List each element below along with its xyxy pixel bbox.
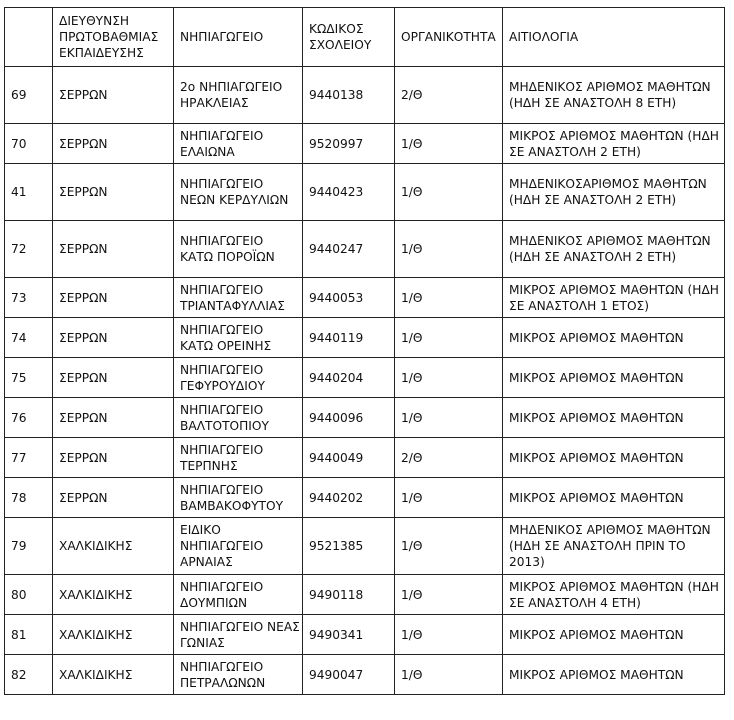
cell-reason: ΜΙΚΡΟΣ ΑΡΙΘΜΟΣ ΜΑΘΗΤΩΝ (ΗΔΗ ΣΕ ΑΝΑΣΤΟΛΗ 2 ΕΤΗ) — [503, 124, 725, 164]
cell-num: 79 — [5, 518, 53, 575]
cell-reason: ΜΙΚΡΟΣ ΑΡΙΘΜΟΣ ΜΑΘΗΤΩΝ (ΗΔΗ ΣΕ ΑΝΑΣΤΟΛΗ 1 ΕΤΟΣ) — [503, 278, 725, 318]
cell-organic: 1/Θ — [395, 398, 503, 438]
cell-directorate: ΣΕΡΡΩΝ — [53, 124, 174, 164]
cell-name: ΝΗΠΙΑΓΩΓΕΙΟ ΤΡΙΑΝΤΑΦΥΛΛΙΑΣ — [174, 278, 303, 318]
cell-num: 73 — [5, 278, 53, 318]
cell-name: ΝΗΠΙΑΓΩΓΕΙΟ ΕΛΑΙΩΝΑ — [174, 124, 303, 164]
cell-num: 75 — [5, 358, 53, 398]
cell-num: 80 — [5, 575, 53, 615]
table-row — [5, 221, 725, 278]
cell-directorate: ΧΑΛΚΙΔΙΚΗΣ — [53, 615, 174, 655]
cell-organic: 1/Θ — [395, 278, 503, 318]
cell-organic: 1/Θ — [395, 318, 503, 358]
cell-directorate: ΣΕΡΡΩΝ — [53, 67, 174, 124]
header-kindergarten: ΝΗΠΙΑΓΩΓΕΙΟ — [174, 8, 303, 67]
cell-code: 9440247 — [303, 221, 395, 278]
cell-reason: ΜΙΚΡΟΣ ΑΡΙΘΜΟΣ ΜΑΘΗΤΩΝ — [503, 358, 725, 398]
table-row — [5, 278, 725, 318]
cell-reason: ΜΙΚΡΟΣ ΑΡΙΘΜΟΣ ΜΑΘΗΤΩΝ — [503, 398, 725, 438]
cell-num: 74 — [5, 318, 53, 358]
table-row — [5, 615, 725, 655]
cell-num: 78 — [5, 478, 53, 518]
cell-code: 9520997 — [303, 124, 395, 164]
cell-reason: ΜΙΚΡΟΣ ΑΡΙΘΜΟΣ ΜΑΘΗΤΩΝ — [503, 655, 725, 695]
cell-organic: 1/Θ — [395, 221, 503, 278]
cell-organic: 2/Θ — [395, 67, 503, 124]
cell-name: ΝΗΠΙΑΓΩΓΕΙΟ ΚΑΤΩ ΠΟΡΟΪΩΝ — [174, 221, 303, 278]
cell-organic: 1/Θ — [395, 124, 503, 164]
header-organic: ΟΡΓΑΝΙΚΟΤΗΤΑ — [395, 8, 503, 67]
table-row — [5, 67, 725, 124]
cell-code: 9440119 — [303, 318, 395, 358]
cell-organic: 2/Θ — [395, 438, 503, 478]
cell-organic: 1/Θ — [395, 655, 503, 695]
cell-directorate: ΣΕΡΡΩΝ — [53, 164, 174, 221]
cell-name: ΝΗΠΙΑΓΩΓΕΙΟ ΝΕΩΝ ΚΕΡΔΥΛΙΩΝ — [174, 164, 303, 221]
table-row — [5, 318, 725, 358]
cell-directorate: ΧΑΛΚΙΔΙΚΗΣ — [53, 518, 174, 575]
cell-directorate: ΧΑΛΚΙΔΙΚΗΣ — [53, 575, 174, 615]
cell-code: 9440204 — [303, 358, 395, 398]
cell-directorate: ΧΑΛΚΙΔΙΚΗΣ — [53, 655, 174, 695]
table-row — [5, 398, 725, 438]
cell-num: 70 — [5, 124, 53, 164]
cell-name: ΝΗΠΙΑΓΩΓΕΙΟ ΤΕΡΠΝΗΣ — [174, 438, 303, 478]
table-row — [5, 164, 725, 221]
cell-reason: ΜΙΚΡΟΣ ΑΡΙΘΜΟΣ ΜΑΘΗΤΩΝ — [503, 478, 725, 518]
cell-num: 76 — [5, 398, 53, 438]
cell-code: 9490118 — [303, 575, 395, 615]
table-row — [5, 478, 725, 518]
table-header-row — [5, 8, 725, 67]
cell-code: 9440202 — [303, 478, 395, 518]
cell-code: 9490047 — [303, 655, 395, 695]
cell-reason: ΜΙΚΡΟΣ ΑΡΙΘΜΟΣ ΜΑΘΗΤΩΝ — [503, 318, 725, 358]
cell-name: ΝΗΠΙΑΓΩΓΕΙΟ ΒΑΜΒΑΚΟΦΥΤΟΥ — [174, 478, 303, 518]
cell-directorate: ΣΕΡΡΩΝ — [53, 478, 174, 518]
cell-name: ΝΗΠΙΑΓΩΓΕΙΟ ΔΟΥΜΠΙΩΝ — [174, 575, 303, 615]
cell-name: ΝΗΠΙΑΓΩΓΕΙΟ ΠΕΤΡΑΛΩΝΩΝ — [174, 655, 303, 695]
schools-table — [4, 7, 725, 695]
cell-code: 9440049 — [303, 438, 395, 478]
header-school-code: ΚΩΔΙΚΟΣ ΣΧΟΛΕΙΟΥ — [303, 8, 395, 67]
cell-organic: 1/Θ — [395, 575, 503, 615]
cell-directorate: ΣΕΡΡΩΝ — [53, 278, 174, 318]
cell-reason: ΜΗΔΕΝΙΚΟΣ ΑΡΙΘΜΟΣ ΜΑΘΗΤΩΝ (ΗΔΗ ΣΕ ΑΝΑΣΤΟΛΗ 8 ΕΤΗ) — [503, 67, 725, 124]
cell-reason: ΜΙΚΡΟΣ ΑΡΙΘΜΟΣ ΜΑΘΗΤΩΝ — [503, 438, 725, 478]
table-row — [5, 358, 725, 398]
cell-directorate: ΣΕΡΡΩΝ — [53, 438, 174, 478]
cell-code: 9440138 — [303, 67, 395, 124]
cell-name: 2ο ΝΗΠΙΑΓΩΓΕΙΟ ΗΡΑΚΛΕΙΑΣ — [174, 67, 303, 124]
table-row — [5, 655, 725, 695]
cell-code: 9440423 — [303, 164, 395, 221]
cell-num: 81 — [5, 615, 53, 655]
cell-reason: ΜΗΔΕΝΙΚΟΣ ΑΡΙΘΜΟΣ ΜΑΘΗΤΩΝ (ΗΔΗ ΣΕ ΑΝΑΣΤΟΛΗ ΠΡΙΝ ΤΟ 2013) — [503, 518, 725, 575]
table-row — [5, 124, 725, 164]
header-reason: ΑΙΤΙΟΛΟΓΙΑ — [503, 8, 725, 67]
cell-organic: 1/Θ — [395, 358, 503, 398]
header-num — [5, 8, 53, 67]
cell-organic: 1/Θ — [395, 478, 503, 518]
cell-directorate: ΣΕΡΡΩΝ — [53, 318, 174, 358]
header-directorate: ΔΙΕΥΘΥΝΣΗ ΠΡΩΤΟΒΑΘΜΙΑΣ ΕΚΠΑΙΔΕΥΣΗΣ — [53, 8, 174, 67]
cell-reason: ΜΙΚΡΟΣ ΑΡΙΘΜΟΣ ΜΑΘΗΤΩΝ — [503, 615, 725, 655]
cell-num: 72 — [5, 221, 53, 278]
cell-code: 9521385 — [303, 518, 395, 575]
cell-reason: ΜΗΔΕΝΙΚΟΣΑΡΙΘΜΟΣ ΜΑΘΗΤΩΝ (ΗΔΗ ΣΕ ΑΝΑΣΤΟΛΗ 2 ΕΤΗ) — [503, 164, 725, 221]
cell-reason: ΜΙΚΡΟΣ ΑΡΙΘΜΟΣ ΜΑΘΗΤΩΝ (ΗΔΗ ΣΕ ΑΝΑΣΤΟΛΗ 4 ΕΤΗ) — [503, 575, 725, 615]
cell-code: 9490341 — [303, 615, 395, 655]
cell-code: 9440053 — [303, 278, 395, 318]
cell-name: ΝΗΠΙΑΓΩΓΕΙΟ ΓΕΦΥΡΟΥΔΙΟΥ — [174, 358, 303, 398]
cell-name: ΝΗΠΙΑΓΩΓΕΙΟ ΒΑΛΤΟΤΟΠΙΟΥ — [174, 398, 303, 438]
cell-num: 82 — [5, 655, 53, 695]
cell-organic: 1/Θ — [395, 615, 503, 655]
cell-directorate: ΣΕΡΡΩΝ — [53, 221, 174, 278]
cell-num: 41 — [5, 164, 53, 221]
cell-num: 69 — [5, 67, 53, 124]
cell-reason: ΜΗΔΕΝΙΚΟΣ ΑΡΙΘΜΟΣ ΜΑΘΗΤΩΝ (ΗΔΗ ΣΕ ΑΝΑΣΤΟΛΗ 2 ΕΤΗ) — [503, 221, 725, 278]
table-row — [5, 518, 725, 575]
table-row — [5, 438, 725, 478]
cell-name: ΝΗΠΙΑΓΩΓΕΙΟ ΚΑΤΩ ΟΡΕΙΝΗΣ — [174, 318, 303, 358]
cell-organic: 1/Θ — [395, 164, 503, 221]
cell-name: ΕΙΔΙΚΟ ΝΗΠΙΑΓΩΓΕΙΟ ΑΡΝΑΙΑΣ — [174, 518, 303, 575]
cell-num: 77 — [5, 438, 53, 478]
table-row — [5, 575, 725, 615]
cell-code: 9440096 — [303, 398, 395, 438]
cell-directorate: ΣΕΡΡΩΝ — [53, 358, 174, 398]
cell-organic: 1/Θ — [395, 518, 503, 575]
cell-name: ΝΗΠΙΑΓΩΓΕΙΟ ΝΕΑΣ ΓΩΝΙΑΣ — [174, 615, 303, 655]
cell-directorate: ΣΕΡΡΩΝ — [53, 398, 174, 438]
